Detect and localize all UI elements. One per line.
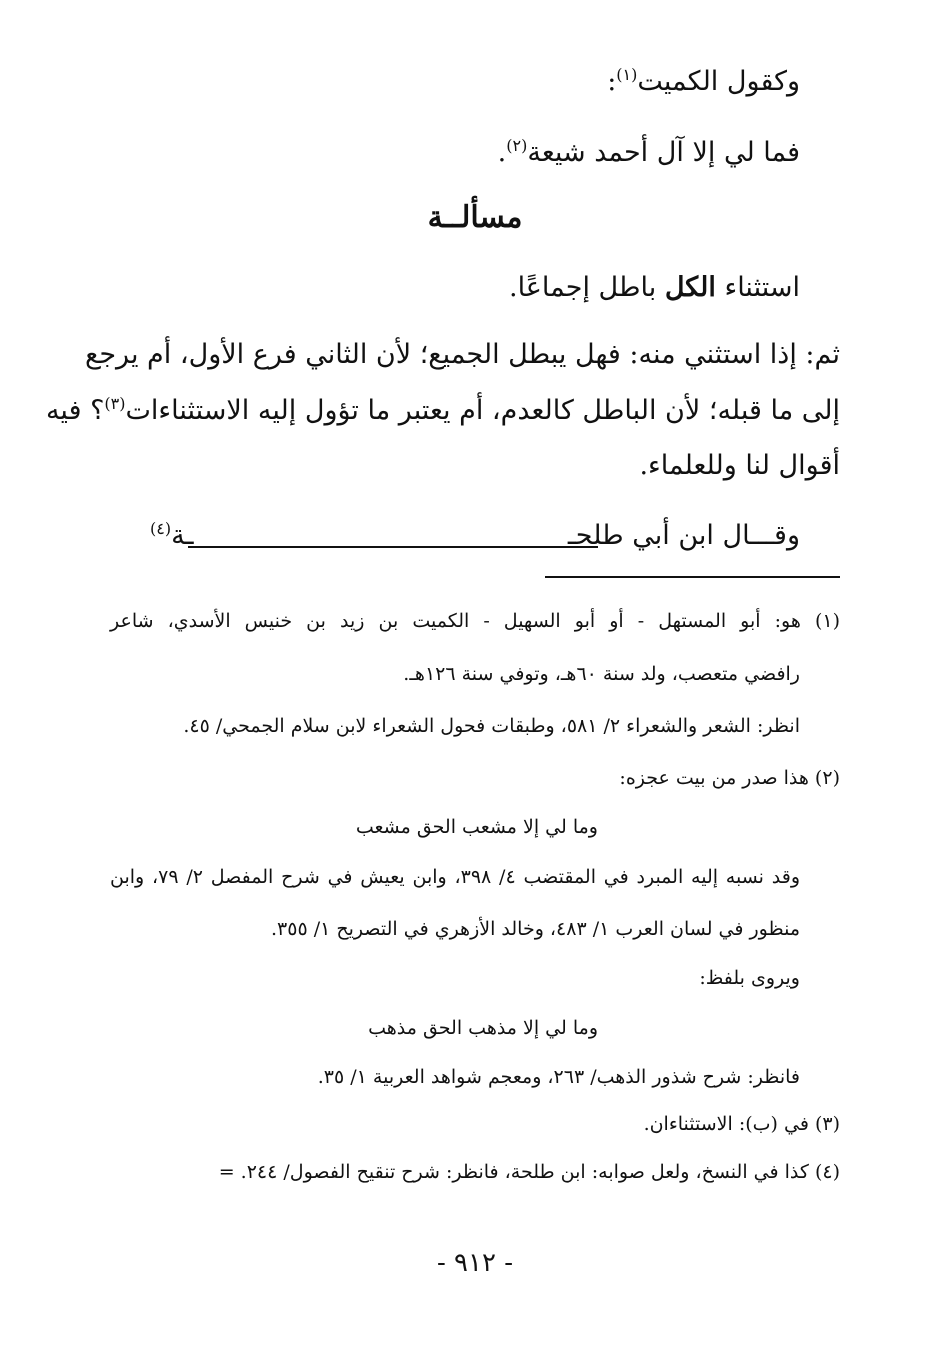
paragraph-3-end xyxy=(150,516,193,556)
paragraph-2-line-3: أقوال لنا وللعلماء. xyxy=(639,450,840,481)
footnote-2-line-1: (٢) هذا صدر من بيت عجزه: xyxy=(619,767,840,789)
footnote-1-line-3: انظر: الشعر والشعراء ٢/ ٥٨١، وطبقات فحول الشعراء لابن سلام الجمحي/ ٤٥. xyxy=(183,715,800,737)
footnote-ref-2[interactable]: (٢) xyxy=(506,136,528,155)
footnote-2-verse-2: وما لي إلا مذهب الحق مذهب xyxy=(368,1017,598,1039)
paragraph-1-post: باطل إجماعًا. xyxy=(509,272,657,303)
verse-intro-text: وكقول الكميت xyxy=(637,66,800,97)
footnote-2-line-5: فانظر: شرح شذور الذهب/ ٢٦٣، ومعجم شواهد العربية ١/ ٣٥. xyxy=(317,1066,800,1088)
tatweel-stretch-line xyxy=(188,546,598,548)
footnote-4: (٤) كذا في النسخ، ولعل صوابه: ابن طلحة، فانظر: شرح تنقيح الفصول/ ٢٤٤. = xyxy=(218,1161,840,1183)
section-heading: مسألــة xyxy=(427,200,523,235)
paragraph-1 xyxy=(509,268,800,308)
paragraph-3-start: وقـــال ابن أبي طلحـ xyxy=(567,520,800,551)
footnote-ref-1[interactable]: (١) xyxy=(616,65,638,84)
verse-period: . xyxy=(497,137,507,168)
paragraph-1-pre: استثناء xyxy=(724,272,800,303)
paragraph-2-line-2-text: إلى ما قبله؛ لأن الباطل كالعدم، أم يعتبر ما تؤول إليه الاستثناءات xyxy=(125,395,840,426)
footnote-2-verse-1: وما لي إلا مشعب الحق مشعب xyxy=(355,816,598,838)
footnote-separator xyxy=(545,576,840,578)
verse-intro-line xyxy=(607,62,800,102)
footnote-2-line-4: ويروى بلفظ: xyxy=(699,967,800,989)
paragraph-1-bold-term: الكل xyxy=(664,272,716,303)
paragraph-2-line-2 xyxy=(45,391,840,431)
paragraph-2-line-2-tail: ؟ فيه xyxy=(45,395,105,426)
paragraph-3-end-text: ـة xyxy=(171,520,194,551)
verse-intro-colon: : xyxy=(607,66,617,97)
verse-line xyxy=(498,133,800,173)
verse-text: فما لي إلا آل أحمد شيعة xyxy=(527,137,800,168)
footnote-1-line-2: رافضي متعصب، ولد سنة ٦٠هـ، وتوفي سنة ١٢٦هـ. xyxy=(403,663,800,685)
footnote-3: (٣) في (ب): الاستثناءان. xyxy=(643,1113,840,1135)
footnote-2-line-2: وقد نسبه إليه المبرد في المقتضب ٤/ ٣٩٨، وابن يعيش في شرح المفصل ٢/ ٧٩، وابن xyxy=(110,866,800,888)
footnote-ref-4[interactable]: (٤) xyxy=(150,519,172,538)
page-number: - ٩١٢ - xyxy=(436,1248,514,1278)
paragraph-2-line-1: ثم: إذا استثني منه: فهل يبطل الجميع؛ لأن الثاني فرع الأول، أم يرجع xyxy=(85,339,840,370)
footnote-2-line-3: منظور في لسان العرب ١/ ٤٨٣، وخالد الأزهري في التصريح ١/ ٣٥٥. xyxy=(271,918,800,940)
footnote-1-line-1: (١) هو: أبو المستهل - أو أبو السهيل - الكميت بن زيد بن خنيس الأسدي، شاعر xyxy=(110,610,840,632)
footnote-ref-3[interactable]: (٣) xyxy=(104,394,126,413)
